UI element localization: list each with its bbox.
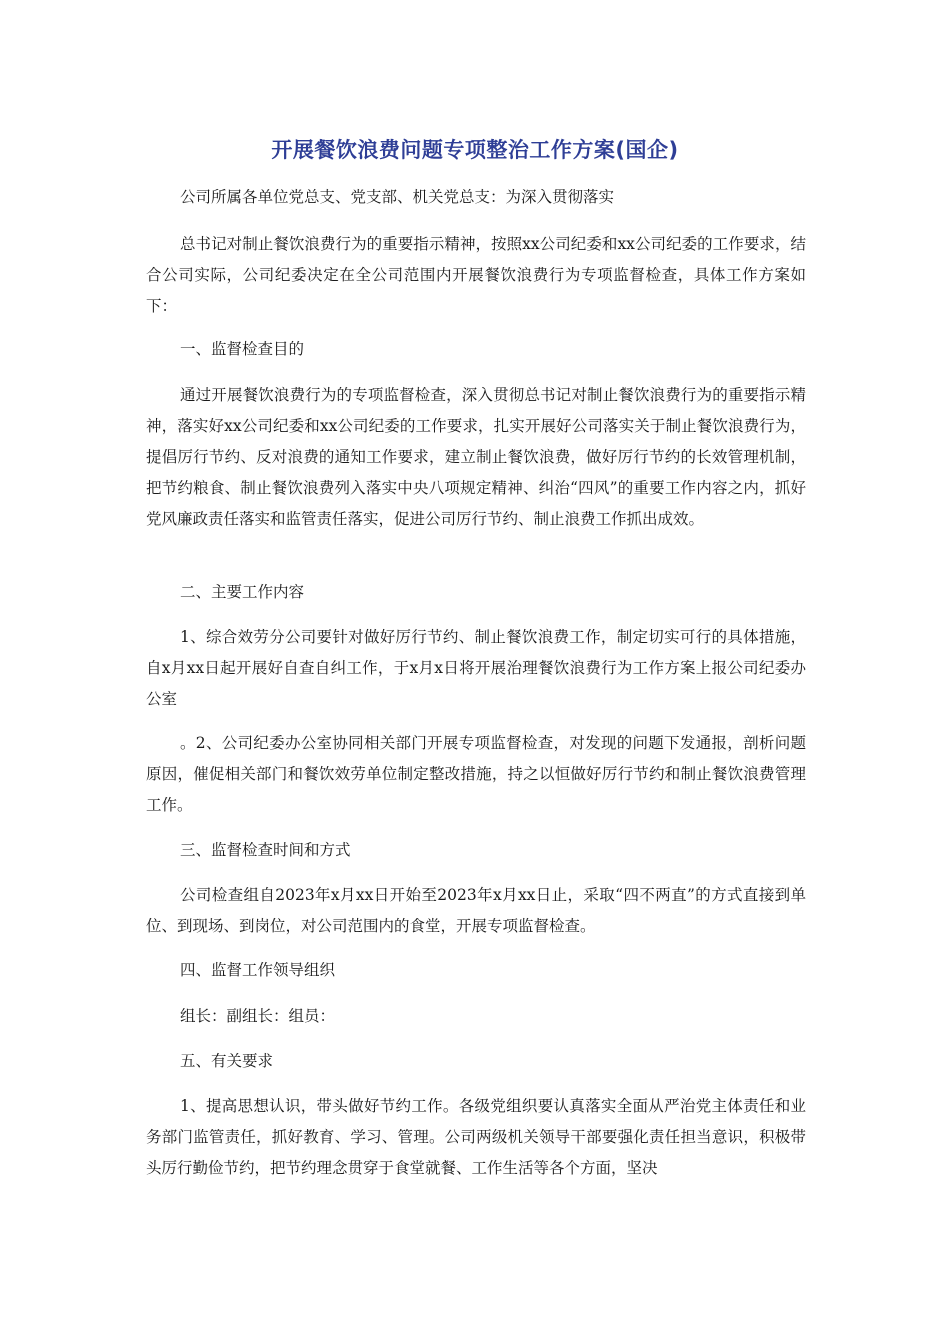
- section-heading-2: 二、主要工作内容: [180, 583, 305, 601]
- paragraph-content-1: 1、综合效劳分公司要针对做好厉行节约、制止餐饮浪费工作，制定切实可行的具体措施，自x月xx日起开展好自查自纠工作，于x月x日将开展治理餐饮浪费行为工作方案上报公司纪委办公室: [146, 628, 806, 708]
- paragraph-purpose: 通过开展餐饮浪费行为的专项监督检查，深入贯彻总书记对制止餐饮浪费行为的重要指示精神，落实好xx公司纪委和xx公司纪委的工作要求，扎实开展好公司落实关于制止餐饮浪费行为，提倡厉行节约、反对浪费的通知工作要求，建立制止餐饮浪费，做好厉行节约的长效管理机制，把节约粮食、制止餐饮浪费列入落实中央八项规定精神、纠治“四风”的重要工作内容之内，抓好党风廉政责任落实和监管责任落实，促进公司厉行节约、制止浪费工作抓出成效。: [146, 386, 806, 528]
- section-heading-1: 一、监督检查目的: [180, 340, 305, 358]
- paragraph-intro: 总书记对制止餐饮浪费行为的重要指示精神，按照xx公司纪委和xx公司纪委的工作要求，结合公司实际，公司纪委决定在全公司范围内开展餐饮浪费行为专项监督检查，具体工作方案如下：: [146, 235, 806, 315]
- document-title: 开展餐饮浪费问题专项整治工作方案(国企): [271, 138, 679, 162]
- paragraph-requirements-1: 1、提高思想认识，带头做好节约工作。各级党组织要认真落实全面从严治党主体责任和业务部门监管责任，抓好教育、学习、管理。公司两级机关领导干部要强化责任担当意识，积极带头厉行勤俭节约，把节约理念贯穿于食堂就餐、工作生活等各个方面，坚决: [146, 1097, 806, 1177]
- paragraph-team: 组长：副组长：组员：: [180, 1007, 336, 1025]
- section-heading-4: 四、监督工作领导组织: [180, 961, 336, 979]
- section-heading-5: 五、有关要求: [180, 1052, 274, 1070]
- paragraph-schedule: 公司检查组自2023年x月xx日开始至2023年x月xx日止，采取“四不两直”的方式直接到单位、到现场、到岗位，对公司范围内的食堂，开展专项监督检查。: [146, 886, 806, 935]
- section-heading-3: 三、监督检查时间和方式: [180, 841, 351, 859]
- paragraph-content-2: 。2、公司纪委办公室协同相关部门开展专项监督检查，对发现的问题下发通报，剖析问题原因，催促相关部门和餐饮效劳单位制定整改措施，持之以恒做好厉行节约和制止餐饮浪费管理工作。: [146, 734, 806, 814]
- paragraph-salutation: 公司所属各单位党总支、党支部、机关党总支：为深入贯彻落实: [180, 188, 615, 206]
